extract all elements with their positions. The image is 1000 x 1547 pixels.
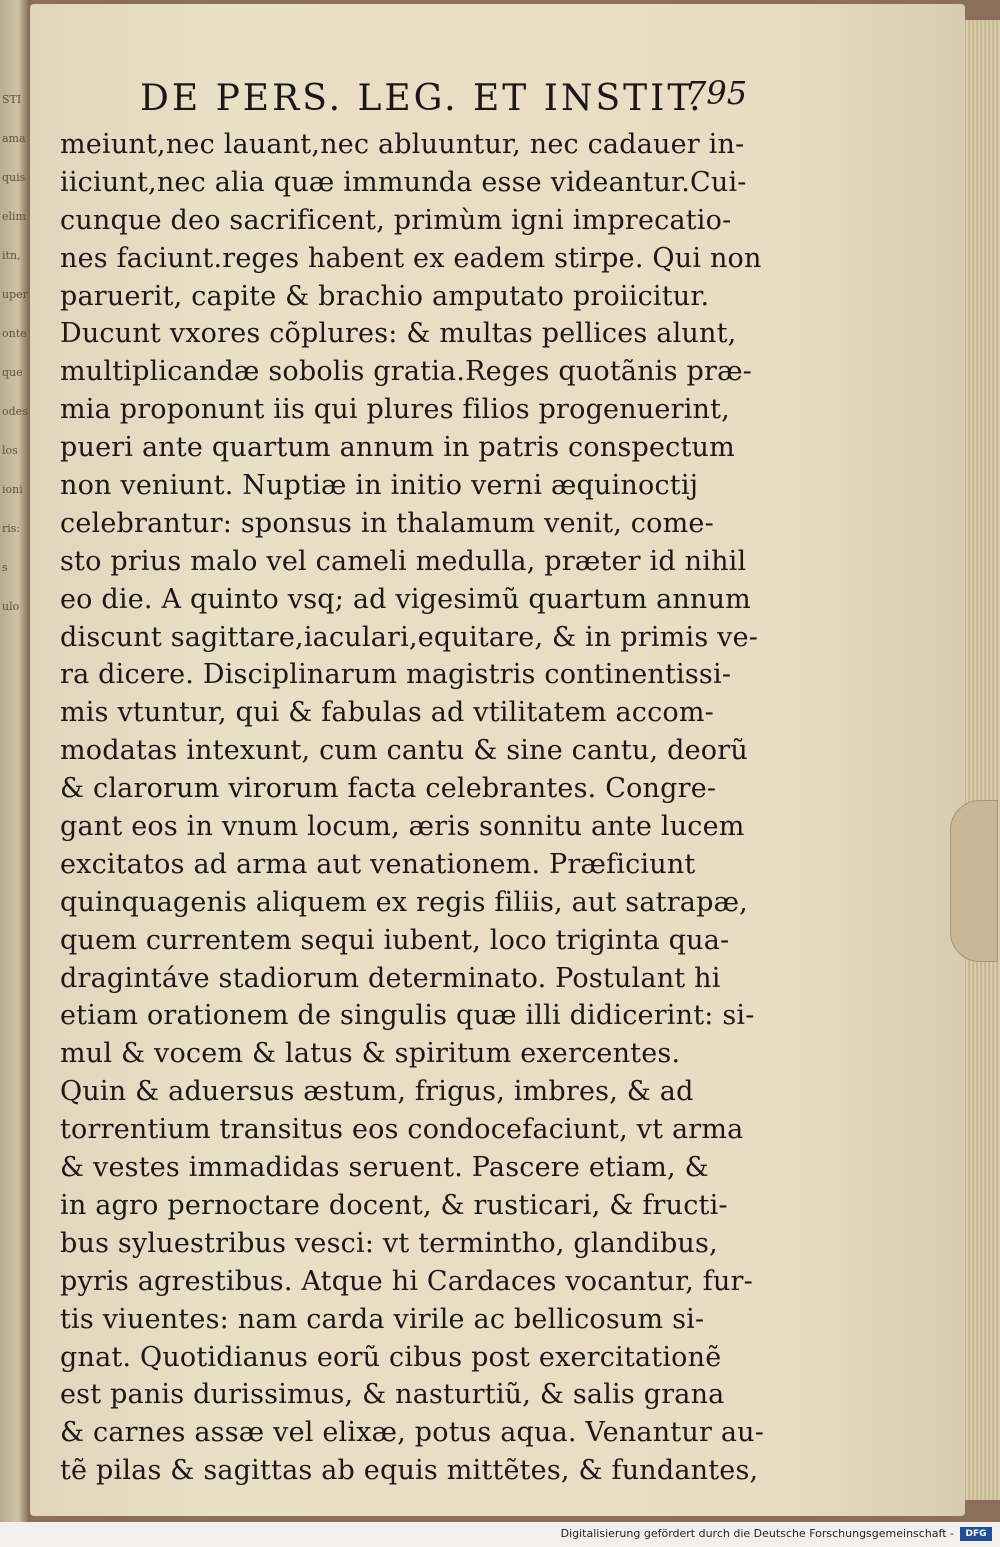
facing-page-edge [0, 0, 30, 1522]
facing-page-fragment: uper [2, 288, 28, 301]
footer-bar [0, 1522, 1000, 1547]
text-line: etiam orationem de singulis quæ illi didicerint: si- [60, 1000, 755, 1032]
facing-page-fragment: odes [2, 405, 28, 418]
text-line: & carnes assæ vel elixæ, potus aqua. Venantur au- [60, 1417, 765, 1449]
text-line: iiciunt,nec alia quæ immunda esse videantur.Cui- [60, 166, 747, 198]
facing-page-fragment: que [2, 366, 23, 379]
text-line: nes faciunt.reges habent ex eadem stirpe. Qui non [60, 242, 762, 274]
facing-page-fragments [2, 80, 28, 626]
page-tab [950, 800, 998, 962]
facing-page-fragment: itn, [2, 249, 21, 262]
text-line: excitatos ad arma aut venationem. Præficiunt [60, 848, 696, 880]
facing-page-fragment: quis [2, 171, 26, 184]
text-line: pueri ante quartum annum in patris conspectum [60, 432, 735, 464]
facing-page-fragment: elim [2, 210, 26, 223]
text-line: cunque deo sacrificent, primùm igni imprecatio- [60, 204, 732, 236]
facing-page-fragment: ioni [2, 483, 23, 496]
text-line: torrentium transitus eos condocefaciunt, vt arma [60, 1114, 744, 1146]
text-line: tis viuentes: nam carda virile ac bellicosum si- [60, 1303, 705, 1335]
text-line: bus syluestribus vesci: vt terminthо, glandibus, [60, 1227, 718, 1259]
text-line: mia proponunt iis qui plures filios progenuerint, [60, 394, 730, 426]
facing-page-fragment: STI [2, 93, 22, 106]
facing-page-fragment: onte [2, 327, 27, 340]
text-line: mis vtuntur, qui & fabulas ad vtilitatem accom- [60, 697, 714, 729]
text-line: paruerit, capite & brachio amputato proiicitur. [60, 280, 710, 312]
text-line: & vestes immadidas seruent. Pascere etiam, & [60, 1152, 709, 1184]
text-line: gnat. Quotidianus eorũ cibus post exercitationẽ [60, 1341, 722, 1373]
page-number: 795 [686, 74, 748, 112]
text-line: modatas intexunt, cum cantu & sine cantu, deorũ [60, 735, 748, 767]
text-line: dragintáve stadiorum determinato. Postulant hi [60, 962, 721, 994]
running-head: DE PERS. LEG. ET INSTIT. [140, 78, 704, 119]
text-line: quem currentem sequi iubent, loco triginta qua- [60, 924, 730, 956]
facing-page-fragment: los [2, 444, 18, 457]
text-line: ra dicere. Disciplinarum magistris continentissi- [60, 659, 732, 691]
text-line: multiplicandæ sobolis gratia.Reges quotãnis præ- [60, 356, 752, 388]
text-line: celebrantur: sponsus in thalamum venit, come- [60, 507, 714, 539]
text-line: non veniunt. Nuptiæ in initio verni æquinoctij [60, 470, 699, 502]
text-line: & clarorum virorum facta celebrantes. Congre- [60, 773, 717, 805]
facing-page-fragment: ris: [2, 522, 21, 535]
text-line: mul & vocem & latus & spiritum exercentes. [60, 1038, 681, 1070]
text-line: sto prius malo vel cameli medulla, præter id nihil [60, 545, 747, 577]
page-fore-edge [962, 20, 1000, 1500]
body-text [60, 126, 800, 1490]
text-line: Ducunt vxores cõplures: & multas pellices alunt, [60, 318, 737, 350]
text-line: est panis durissimus, & nasturtiũ, & salis grana [60, 1379, 725, 1411]
text-line: gant eos in vnum locum, æris sonnitu ante lucem [60, 811, 745, 843]
facing-page-fragment: s [2, 561, 8, 574]
footer-credit: Digitalisierung gefördert durch die Deutsche Forschungsgemeinschaft - [560, 1527, 954, 1540]
text-line: meiunt,nec lauant,nec abluuntur, nec cadauer in- [60, 129, 745, 160]
text-line: tẽ pilas & sagittas ab equis mittẽtes, & fundantes, [60, 1455, 759, 1487]
text-line: discunt sagittare,iaculari,equitare, & in primis ve- [60, 621, 759, 653]
text-line: eo die. A quinto vsq; ad vigesimũ quartum annum [60, 583, 751, 615]
text-line: in agro pernoctare docent, & rusticari, & fructi- [60, 1189, 728, 1221]
facing-page-fragment: ulo [2, 600, 20, 613]
text-line: quinquagenis aliquem ex regis filiis, aut satrapæ, [60, 886, 748, 918]
text-line: pyris agrestibus. Atque hi Cardaces vocantur, fur- [60, 1265, 753, 1297]
text-line: Quin & aduersus æstum, frigus, imbres, & ad [60, 1076, 694, 1108]
dfg-logo: DFG [960, 1527, 992, 1541]
facing-page-fragment: ama [2, 132, 26, 145]
